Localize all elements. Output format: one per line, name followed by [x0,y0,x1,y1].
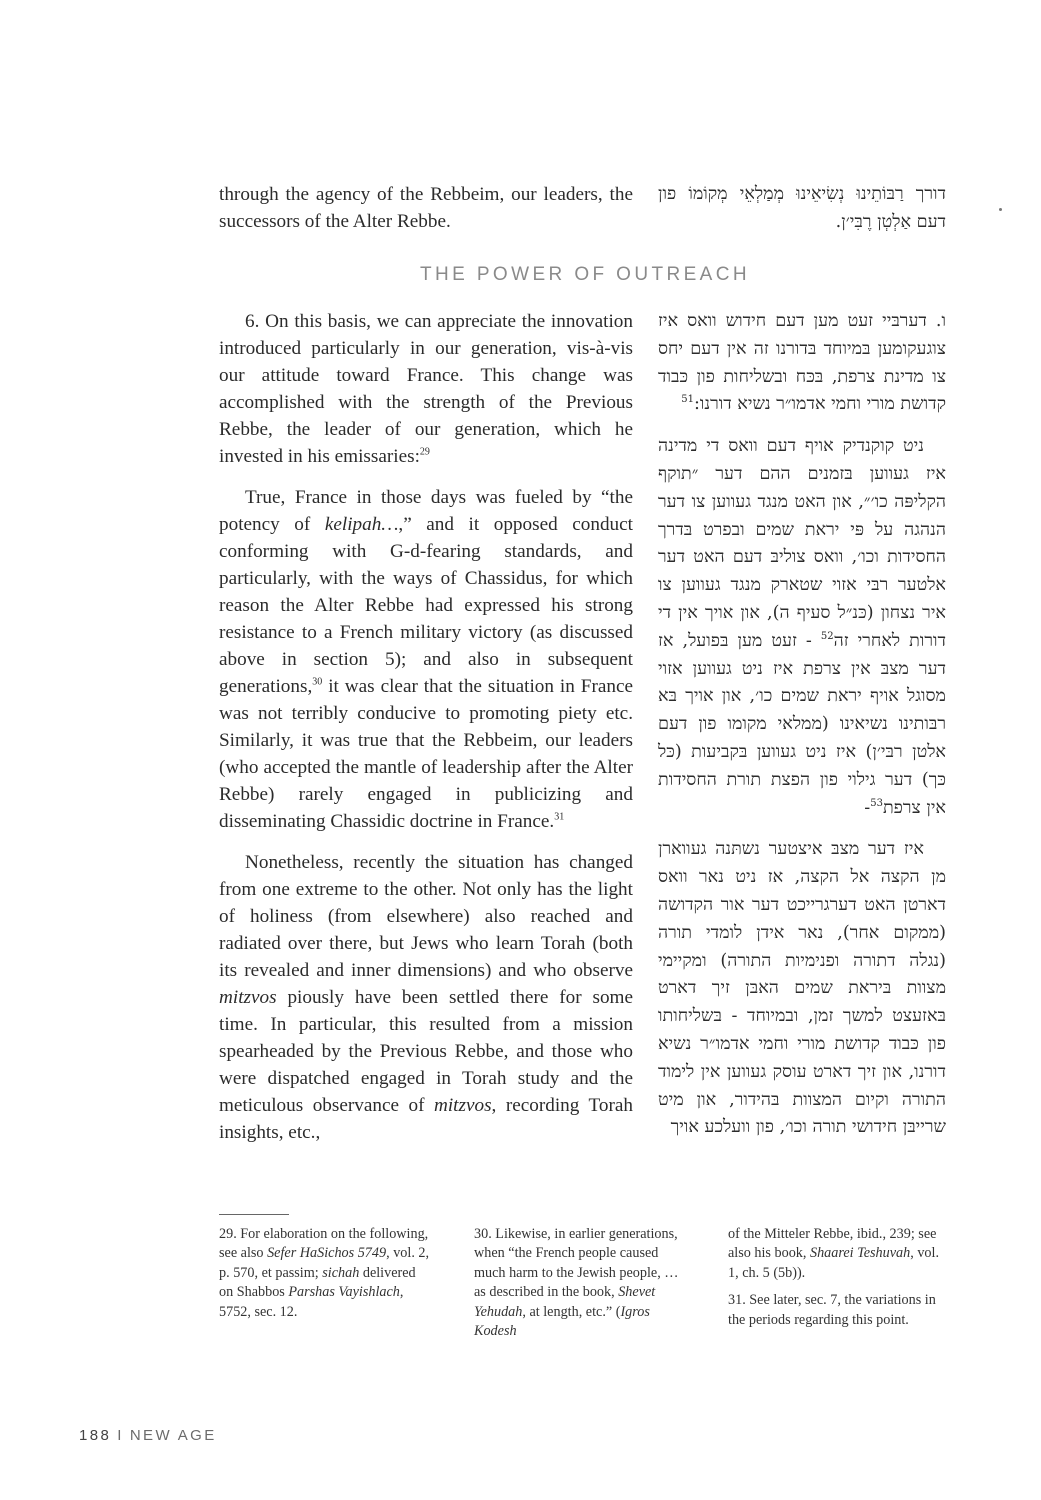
footnote-ref-53[interactable]: 53 [870,797,883,809]
text-run: ניט קוקנדיק אויף דעם וואס די מדינה איז געווען בּזמנים ההם דער ״תוקף הקליפּה כו׳״, און האט מנגד געווען צו דער הנהגה על פּי יראת שמים ובפרט בּדרך החסידות וכו׳, וואס צוליבּ דעם האט דער אלטער רבּי אזוי שטארק מנגד געווען צו איר נצחון (כּנ״ל סעיף ה), און אויך אין די דורות לאחרי זה [658,436,946,651]
english-paragraph-2 [219,484,633,835]
carryover-english-text: through the agency of the Rebbeim, our leaders, the successors of the Alter Rebbe. [219,184,633,232]
italic-term: mitzvos [219,987,277,1008]
text-run: , 5752, sec. 12. [219,1284,404,1320]
margin-dot [999,208,1002,211]
text-run: , at length, etc.” ( [522,1303,621,1320]
italic-term: kelipah… [324,514,399,535]
text-run: delivered on Shabbos [219,1264,416,1301]
page-footer [79,1427,217,1444]
hebrew-paragraph-2 [658,433,946,822]
text-run: Nonetheless, recently the situation has changed from one extreme to the other. Not only has the light of holiness (from elsewhere) also reached and radiated over there, but Jews who learn Torah (both its revealed and inner dimensions) and who observe [219,852,633,981]
footnote-30-continued [728,1225,940,1283]
text-run: True, France in those days was fueled by “the potency of [219,487,633,535]
footer-separator: I [117,1427,124,1444]
footnote-column-2 [474,1225,686,1349]
english-paragraph-3 [219,849,633,1146]
footnote-31: 31. See later, sec. 7, the variations in the periods regarding this point. [728,1292,936,1328]
italic-term: mitzvos [433,1095,492,1116]
footnote-ref-31[interactable]: 31 [554,811,565,823]
italic-term: Shaarei Teshuvah [809,1245,911,1262]
text-run: - זעט מען בּפועל, אז דער מצבּ אין צרפת איז ניט געווען אזוי מסוגל אויף יראת שמים כו׳, און אויך בּא רבּותינו נשיאינו (ממלאי מקומו פון דעם אלטן רבּי׳ן) איז ניט געווען בּקביעות (כּל כּך) דער גילוי פון הפצת תורת החסידות אין צרפת [658,630,946,818]
text-run: piously have been settled there for some time. In particular, this resulted from a mission spearheaded by the Previous Rebbe, and those who were dispatched engaged in Torah study and the meticulous observance of [219,987,633,1116]
footnote-ref-29[interactable]: 29 [419,446,430,458]
footnote-column-3 [728,1225,940,1338]
text-run: , vol. 2, p. 570, et passim; [219,1245,430,1281]
hebrew-paragraph-3 [658,836,946,1142]
english-paragraph-6 [219,308,633,470]
italic-term: Shevet Yehudah [474,1284,656,1320]
footnote-ref-51[interactable]: 51 [681,394,694,406]
footnote-rule [219,1214,289,1215]
english-p1-text: 6. On this basis, we can appreciate the innovation introduced particularly in our generation, vis-à-vis our attitude toward France. This change was accomplished with the strength of the Previous Rebbe, the leader of our generation, which he invested in his emissaries: [219,311,633,467]
italic-term: Parshas Vayishlach [288,1284,400,1301]
text-run: , recording Torah insights, etc., [219,1095,633,1143]
carryover-english [219,181,633,235]
text-run: ,” and it opposed conduct conforming with G-d-fearing standards, and particularly, with the ways of Chassidus, for which reason the Alter Rebbe had expressed his strong resistance to a French military victory (as discussed above in section 5); and also in subsequent generations, [219,514,633,697]
text-run: - [864,797,871,818]
english-column [219,308,633,1146]
footnote-ref-52[interactable]: 52 [820,630,834,642]
footnote-30 [474,1225,686,1341]
section-title: THE POWER OF OUTREACH [419,264,750,285]
text-run: איז דער מצבּ איצטער נשתּנה געווארן מן הקצה אל הקצה, אז ניט נאר וואס דארטן האט דערגרייכט דער אור הקדושה (ממקום אחר), נאר אידן לומדי תורה (נגלה דתורה ופנימיות התורה) ומקיימי מצוות בּיראת שמים האבּן זיך דארט בּאזעצט למשך זמן, ובמיוחד - בּשליחותו פון כּבוד קדושת מורי וחמי אדמו״ר נשיא דורנו, און זיך דארט עוסק געווען אין לימוד התורה וקיום המצוות בּהידור, און מיט שרייבּן חידושי תורה וכו׳, פון וועלכע אויך [658,839,946,1138]
italic-term: Igros Kodesh [474,1303,650,1340]
text-run: of the Mitteler Rebbe, ibid., 239; see also his book, [728,1226,937,1262]
hebrew-paragraph-1 [658,308,946,419]
carryover-hebrew [658,181,946,237]
italic-term: sichah [322,1264,360,1281]
running-title: NEW AGE [129,1427,217,1444]
text-run: , vol. 1, ch. 5 (5b)). [728,1245,939,1281]
carryover-hebrew-text: דורך רַבּוֹתֵינוּ נְשִׂיאֵינוּ מְמַלְאֵי מְקוֹמוֹ פון דעם אַלְטְן רֶבִּי׳ן. [658,184,946,232]
text-run: it was clear that the situation in France was not terribly conducive to promoting piety etc. Similarly, it was true that the Rebbeim, our leaders (who accepted the mantle of leadership after the Alter Rebbe) rarely engaged in publicizing and disseminating Chassidic doctrine in France. [219,676,633,832]
italic-term: Sefer HaSichos 5749 [267,1245,387,1262]
page-number: 188 [79,1427,112,1444]
hebrew-p1-text: ו. דערבּיי זעט מען דעם חידוש וואס איז צוגעקומען בּמיוחד בּדורנו זה אין דעם יחס צו מדינת צרפת, בּכּח ובשליחות פון כּבוד קדושת מורי וחמי אדמו״ר נשיא דורנו: [658,311,946,415]
footnote-29 [219,1225,431,1322]
footnote-column-1 [219,1225,431,1330]
text-run: 29. For elaboration on the following, see also [219,1226,429,1262]
hebrew-column [658,308,946,1142]
footnote-ref-30[interactable]: 30 [312,676,323,688]
text-run: 30. Likewise, in earlier generations, when “the French people caused much harm to the Jewish people, … as described in the book, [474,1226,679,1301]
